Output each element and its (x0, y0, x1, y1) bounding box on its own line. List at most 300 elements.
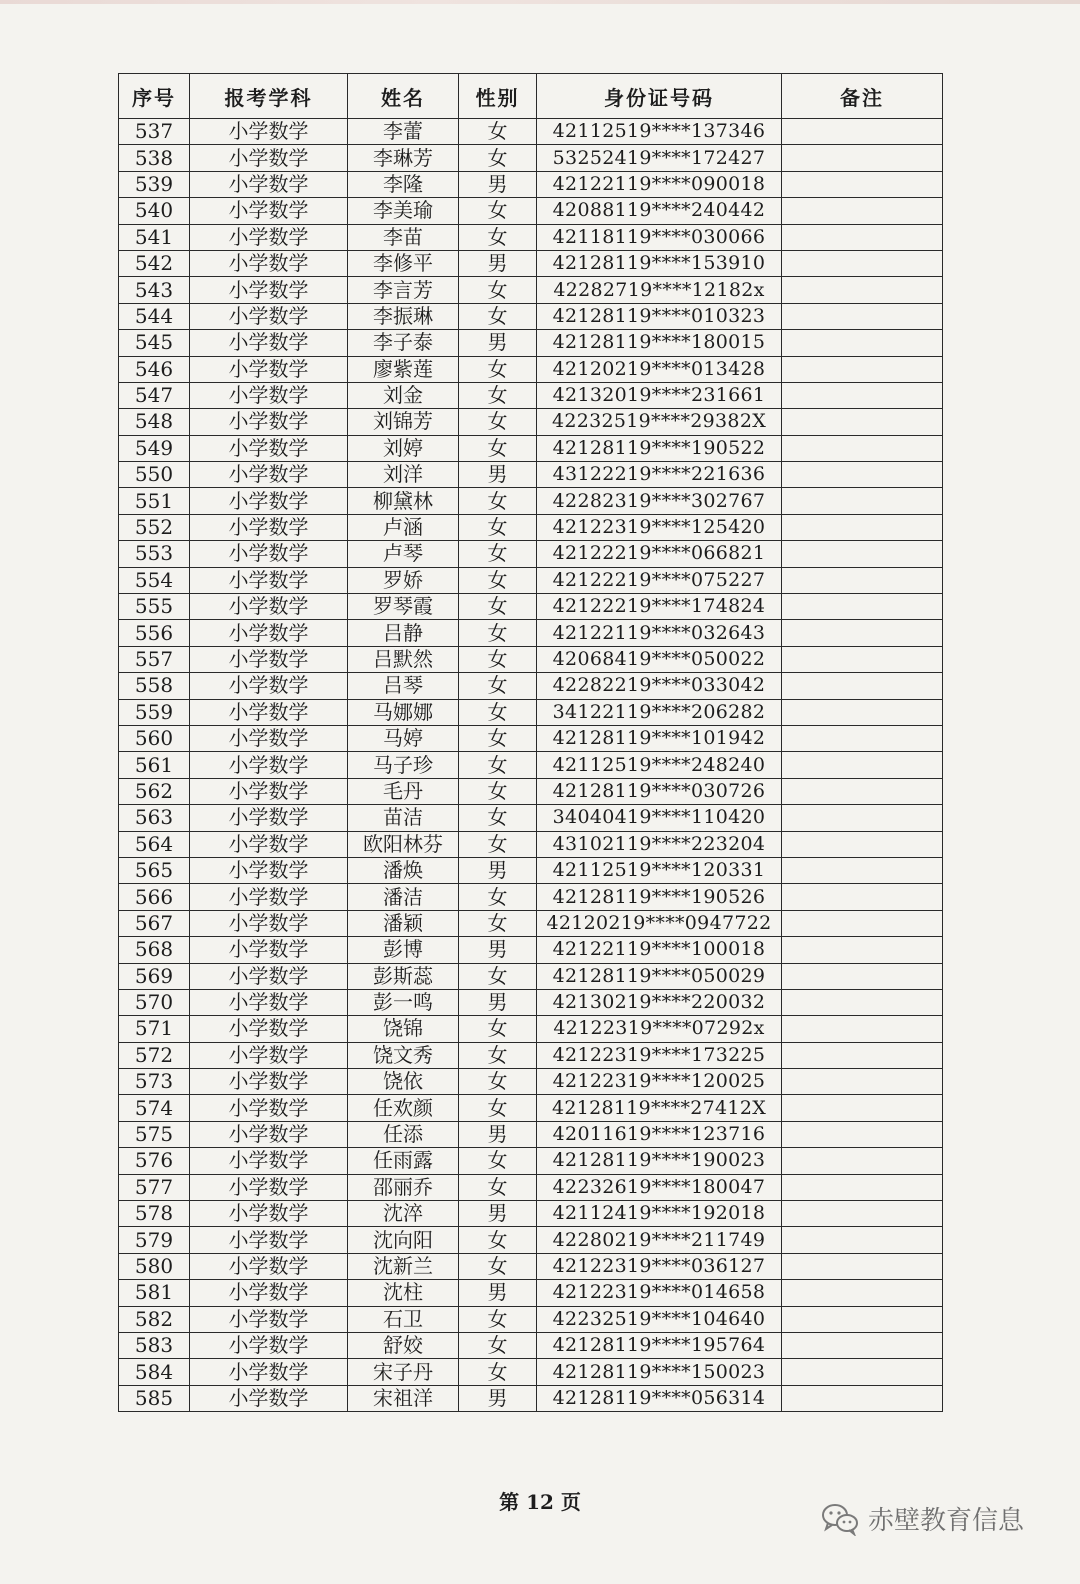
cell-remarks (782, 646, 943, 672)
cell-gender: 女 (459, 1042, 537, 1068)
cell-id-number: 42122219****174824 (537, 594, 782, 620)
cell-gender: 男 (459, 1121, 537, 1147)
cell-serial: 565 (119, 857, 190, 883)
cell-subject: 小学数学 (190, 884, 348, 910)
cell-serial: 543 (119, 277, 190, 303)
cell-id-number: 42122319****173225 (537, 1042, 782, 1068)
cell-id-number: 42232519****104640 (537, 1306, 782, 1332)
table-row (119, 462, 943, 488)
cell-remarks (782, 250, 943, 276)
cell-name: 彭博 (348, 937, 459, 963)
cell-gender: 女 (459, 119, 537, 145)
cell-gender: 女 (459, 699, 537, 725)
cell-remarks (782, 119, 943, 145)
table-row (119, 1095, 943, 1121)
cell-remarks (782, 1253, 943, 1279)
cell-remarks (782, 198, 943, 224)
cell-gender: 女 (459, 778, 537, 804)
cell-name: 任添 (348, 1121, 459, 1147)
cell-subject: 小学数学 (190, 1069, 348, 1095)
cell-id-number: 42122319****014658 (537, 1280, 782, 1306)
cell-name: 吕默然 (348, 646, 459, 672)
watermark-text: 赤壁教育信息 (868, 1506, 1025, 1536)
table-row (119, 171, 943, 197)
cell-id-number: 42128119****190023 (537, 1148, 782, 1174)
cell-name: 任雨露 (348, 1148, 459, 1174)
cell-gender: 女 (459, 1227, 537, 1253)
header-remarks: 备注 (782, 74, 943, 119)
cell-remarks (782, 963, 943, 989)
cell-name: 潘洁 (348, 884, 459, 910)
cell-serial: 552 (119, 514, 190, 540)
cell-gender: 女 (459, 673, 537, 699)
cell-gender: 女 (459, 884, 537, 910)
cell-subject: 小学数学 (190, 857, 348, 883)
cell-remarks (782, 831, 943, 857)
cell-remarks (782, 277, 943, 303)
cell-remarks (782, 699, 943, 725)
cell-remarks (782, 488, 943, 514)
cell-remarks (782, 1095, 943, 1121)
cell-id-number: 42122319****125420 (537, 514, 782, 540)
cell-name: 李振琳 (348, 303, 459, 329)
cell-serial: 574 (119, 1095, 190, 1121)
cell-serial: 560 (119, 725, 190, 751)
cell-subject: 小学数学 (190, 1253, 348, 1279)
cell-remarks (782, 1148, 943, 1174)
table-row (119, 1148, 943, 1174)
cell-gender: 女 (459, 145, 537, 171)
cell-gender: 女 (459, 910, 537, 936)
cell-remarks (782, 594, 943, 620)
cell-name: 彭一鸣 (348, 989, 459, 1015)
cell-name: 廖紫莲 (348, 356, 459, 382)
table-row (119, 382, 943, 408)
cell-name: 罗娇 (348, 567, 459, 593)
cell-name: 饶文秀 (348, 1042, 459, 1068)
cell-remarks (782, 409, 943, 435)
cell-gender: 男 (459, 462, 537, 488)
table-row (119, 1174, 943, 1200)
cell-gender: 女 (459, 541, 537, 567)
cell-serial: 577 (119, 1174, 190, 1200)
header-serial: 序号 (119, 74, 190, 119)
cell-remarks (782, 171, 943, 197)
cell-subject: 小学数学 (190, 1095, 348, 1121)
cell-subject: 小学数学 (190, 435, 348, 461)
cell-remarks (782, 620, 943, 646)
cell-serial: 584 (119, 1359, 190, 1385)
cell-subject: 小学数学 (190, 1332, 348, 1358)
cell-id-number: 42128119****101942 (537, 725, 782, 751)
cell-name: 欧阳林芬 (348, 831, 459, 857)
candidate-table (118, 73, 943, 1412)
table-row (119, 1016, 943, 1042)
cell-gender: 女 (459, 1306, 537, 1332)
cell-remarks (782, 778, 943, 804)
cell-subject: 小学数学 (190, 1016, 348, 1042)
cell-subject: 小学数学 (190, 303, 348, 329)
table-row (119, 831, 943, 857)
cell-gender: 男 (459, 1385, 537, 1411)
cell-remarks (782, 1042, 943, 1068)
cell-subject: 小学数学 (190, 1201, 348, 1227)
cell-subject: 小学数学 (190, 462, 348, 488)
cell-id-number: 42068419****050022 (537, 646, 782, 672)
table-row (119, 910, 943, 936)
cell-remarks (782, 1385, 943, 1411)
cell-gender: 女 (459, 620, 537, 646)
cell-id-number: 42282319****302767 (537, 488, 782, 514)
table-row (119, 699, 943, 725)
cell-subject: 小学数学 (190, 1174, 348, 1200)
cell-remarks (782, 1174, 943, 1200)
cell-name: 石卫 (348, 1306, 459, 1332)
cell-gender: 男 (459, 171, 537, 197)
cell-serial: 545 (119, 330, 190, 356)
table-row (119, 673, 943, 699)
cell-gender: 女 (459, 646, 537, 672)
cell-id-number: 42282219****033042 (537, 673, 782, 699)
cell-id-number: 42112519****120331 (537, 857, 782, 883)
cell-serial: 559 (119, 699, 190, 725)
cell-name: 毛丹 (348, 778, 459, 804)
cell-serial: 538 (119, 145, 190, 171)
cell-name: 沈向阳 (348, 1227, 459, 1253)
cell-remarks (782, 462, 943, 488)
cell-id-number: 42280219****211749 (537, 1227, 782, 1253)
table-row (119, 356, 943, 382)
top-edge-strip (0, 0, 1080, 4)
cell-subject: 小学数学 (190, 198, 348, 224)
cell-serial: 555 (119, 594, 190, 620)
cell-serial: 547 (119, 382, 190, 408)
cell-subject: 小学数学 (190, 119, 348, 145)
cell-name: 李隆 (348, 171, 459, 197)
cell-remarks (782, 1016, 943, 1042)
cell-id-number: 34122119****206282 (537, 699, 782, 725)
cell-subject: 小学数学 (190, 673, 348, 699)
cell-gender: 女 (459, 409, 537, 435)
cell-gender: 女 (459, 198, 537, 224)
cell-serial: 542 (119, 250, 190, 276)
cell-name: 刘锦芳 (348, 409, 459, 435)
cell-name: 刘金 (348, 382, 459, 408)
cell-name: 苗洁 (348, 805, 459, 831)
table-row (119, 330, 943, 356)
cell-subject: 小学数学 (190, 805, 348, 831)
cell-id-number: 42122119****100018 (537, 937, 782, 963)
table-row (119, 646, 943, 672)
cell-remarks (782, 514, 943, 540)
cell-remarks (782, 937, 943, 963)
cell-subject: 小学数学 (190, 277, 348, 303)
cell-subject: 小学数学 (190, 567, 348, 593)
cell-gender: 女 (459, 382, 537, 408)
table-row (119, 567, 943, 593)
table-row (119, 1121, 943, 1147)
cell-remarks (782, 145, 943, 171)
cell-remarks (782, 1280, 943, 1306)
table-row (119, 1042, 943, 1068)
table-row (119, 884, 943, 910)
table-row (119, 488, 943, 514)
cell-id-number: 42128119****190522 (537, 435, 782, 461)
cell-gender: 女 (459, 1174, 537, 1200)
cell-subject: 小学数学 (190, 250, 348, 276)
cell-subject: 小学数学 (190, 1148, 348, 1174)
cell-serial: 558 (119, 673, 190, 699)
cell-remarks (782, 910, 943, 936)
cell-name: 潘颖 (348, 910, 459, 936)
cell-subject: 小学数学 (190, 699, 348, 725)
cell-name: 饶依 (348, 1069, 459, 1095)
cell-name: 宋子丹 (348, 1359, 459, 1385)
cell-subject: 小学数学 (190, 1359, 348, 1385)
cell-name: 刘洋 (348, 462, 459, 488)
cell-id-number: 42128119****150023 (537, 1359, 782, 1385)
cell-remarks (782, 1306, 943, 1332)
cell-subject: 小学数学 (190, 937, 348, 963)
cell-serial: 580 (119, 1253, 190, 1279)
cell-remarks (782, 857, 943, 883)
cell-remarks (782, 1121, 943, 1147)
table-row (119, 857, 943, 883)
cell-subject: 小学数学 (190, 620, 348, 646)
cell-subject: 小学数学 (190, 382, 348, 408)
cell-serial: 581 (119, 1280, 190, 1306)
cell-serial: 572 (119, 1042, 190, 1068)
cell-gender: 女 (459, 303, 537, 329)
cell-subject: 小学数学 (190, 831, 348, 857)
cell-gender: 女 (459, 488, 537, 514)
cell-serial: 548 (119, 409, 190, 435)
cell-serial: 575 (119, 1121, 190, 1147)
wechat-icon (820, 1502, 860, 1536)
cell-gender: 男 (459, 857, 537, 883)
table-row (119, 1201, 943, 1227)
cell-remarks (782, 356, 943, 382)
cell-name: 李蕾 (348, 119, 459, 145)
cell-id-number: 34040419****110420 (537, 805, 782, 831)
cell-remarks (782, 805, 943, 831)
cell-id-number: 42118119****030066 (537, 224, 782, 250)
cell-name: 李苗 (348, 224, 459, 250)
cell-gender: 女 (459, 435, 537, 461)
cell-gender: 女 (459, 1148, 537, 1174)
cell-name: 卢琴 (348, 541, 459, 567)
cell-remarks (782, 752, 943, 778)
cell-remarks (782, 224, 943, 250)
cell-serial: 566 (119, 884, 190, 910)
cell-subject: 小学数学 (190, 646, 348, 672)
cell-serial: 576 (119, 1148, 190, 1174)
cell-name: 吕琴 (348, 673, 459, 699)
cell-subject: 小学数学 (190, 778, 348, 804)
table-row (119, 937, 943, 963)
cell-serial: 567 (119, 910, 190, 936)
cell-serial: 562 (119, 778, 190, 804)
page-number: 第 12 页 (499, 1490, 581, 1514)
cell-subject: 小学数学 (190, 1280, 348, 1306)
table-row (119, 198, 943, 224)
table-row (119, 1227, 943, 1253)
header-subject: 报考学科 (190, 74, 348, 119)
cell-remarks (782, 1227, 943, 1253)
cell-serial: 578 (119, 1201, 190, 1227)
cell-gender: 女 (459, 831, 537, 857)
cell-serial: 568 (119, 937, 190, 963)
cell-name: 沈新兰 (348, 1253, 459, 1279)
cell-id-number: 42128119****056314 (537, 1385, 782, 1411)
cell-id-number: 42112519****137346 (537, 119, 782, 145)
cell-gender: 女 (459, 1332, 537, 1358)
candidate-table-container (118, 73, 942, 1412)
cell-serial: 579 (119, 1227, 190, 1253)
cell-name: 邵丽乔 (348, 1174, 459, 1200)
cell-subject: 小学数学 (190, 514, 348, 540)
cell-gender: 男 (459, 989, 537, 1015)
cell-id-number: 42128119****190526 (537, 884, 782, 910)
cell-name: 李琳芳 (348, 145, 459, 171)
cell-remarks (782, 541, 943, 567)
cell-serial: 553 (119, 541, 190, 567)
cell-serial: 564 (119, 831, 190, 857)
cell-id-number: 42128119****27412X (537, 1095, 782, 1121)
cell-remarks (782, 1069, 943, 1095)
cell-gender: 男 (459, 330, 537, 356)
table-row (119, 1253, 943, 1279)
table-row (119, 1069, 943, 1095)
cell-name: 马婷 (348, 725, 459, 751)
table-row (119, 435, 943, 461)
cell-id-number: 42132019****231661 (537, 382, 782, 408)
cell-remarks (782, 567, 943, 593)
cell-gender: 男 (459, 937, 537, 963)
cell-serial: 583 (119, 1332, 190, 1358)
cell-serial: 550 (119, 462, 190, 488)
cell-name: 刘婷 (348, 435, 459, 461)
table-row (119, 752, 943, 778)
cell-gender: 男 (459, 1280, 537, 1306)
cell-serial: 570 (119, 989, 190, 1015)
cell-id-number: 42128119****050029 (537, 963, 782, 989)
table-row (119, 409, 943, 435)
cell-id-number: 42122319****07292x (537, 1016, 782, 1042)
cell-serial: 556 (119, 620, 190, 646)
cell-subject: 小学数学 (190, 1385, 348, 1411)
cell-id-number: 43122219****221636 (537, 462, 782, 488)
cell-id-number: 42122219****066821 (537, 541, 782, 567)
cell-name: 卢涵 (348, 514, 459, 540)
cell-id-number: 42120219****013428 (537, 356, 782, 382)
cell-serial: 540 (119, 198, 190, 224)
table-row (119, 1385, 943, 1411)
cell-subject: 小学数学 (190, 1306, 348, 1332)
cell-name: 宋祖洋 (348, 1385, 459, 1411)
cell-name: 舒姣 (348, 1332, 459, 1358)
table-row (119, 725, 943, 751)
cell-serial: 557 (119, 646, 190, 672)
cell-serial: 539 (119, 171, 190, 197)
cell-name: 沈柱 (348, 1280, 459, 1306)
cell-id-number: 42232519****29382X (537, 409, 782, 435)
table-row (119, 805, 943, 831)
cell-id-number: 42282719****12182x (537, 277, 782, 303)
cell-name: 吕静 (348, 620, 459, 646)
cell-id-number: 42120219****0947722 (537, 910, 782, 936)
cell-name: 李美瑜 (348, 198, 459, 224)
cell-subject: 小学数学 (190, 594, 348, 620)
cell-name: 柳黛林 (348, 488, 459, 514)
cell-id-number: 42232619****180047 (537, 1174, 782, 1200)
cell-gender: 女 (459, 1095, 537, 1121)
cell-name: 马子珍 (348, 752, 459, 778)
cell-name: 李言芳 (348, 277, 459, 303)
header-name: 姓名 (348, 74, 459, 119)
cell-id-number: 42088119****240442 (537, 198, 782, 224)
cell-gender: 男 (459, 250, 537, 276)
cell-name: 沈淬 (348, 1201, 459, 1227)
cell-name: 李子泰 (348, 330, 459, 356)
cell-subject: 小学数学 (190, 963, 348, 989)
cell-name: 潘焕 (348, 857, 459, 883)
cell-id-number: 42112519****248240 (537, 752, 782, 778)
cell-serial: 537 (119, 119, 190, 145)
cell-serial: 554 (119, 567, 190, 593)
cell-name: 任欢颜 (348, 1095, 459, 1121)
cell-subject: 小学数学 (190, 330, 348, 356)
cell-serial: 561 (119, 752, 190, 778)
cell-serial: 544 (119, 303, 190, 329)
table-row (119, 620, 943, 646)
cell-id-number: 42112419****192018 (537, 1201, 782, 1227)
cell-name: 李修平 (348, 250, 459, 276)
table-row (119, 514, 943, 540)
cell-id-number: 42122119****032643 (537, 620, 782, 646)
cell-remarks (782, 330, 943, 356)
cell-subject: 小学数学 (190, 145, 348, 171)
cell-name: 马娜娜 (348, 699, 459, 725)
cell-subject: 小学数学 (190, 541, 348, 567)
cell-name: 罗琴霞 (348, 594, 459, 620)
header-gender: 性别 (459, 74, 537, 119)
cell-id-number: 42128119****153910 (537, 250, 782, 276)
cell-subject: 小学数学 (190, 171, 348, 197)
cell-remarks (782, 989, 943, 1015)
table-row (119, 119, 943, 145)
cell-subject: 小学数学 (190, 488, 348, 514)
cell-remarks (782, 382, 943, 408)
cell-serial: 571 (119, 1016, 190, 1042)
cell-gender: 女 (459, 725, 537, 751)
cell-subject: 小学数学 (190, 409, 348, 435)
cell-remarks (782, 725, 943, 751)
cell-gender: 女 (459, 805, 537, 831)
table-body (119, 119, 943, 1412)
cell-id-number: 42128119****195764 (537, 1332, 782, 1358)
cell-gender: 女 (459, 1359, 537, 1385)
cell-gender: 女 (459, 277, 537, 303)
cell-subject: 小学数学 (190, 224, 348, 250)
cell-subject: 小学数学 (190, 356, 348, 382)
table-row (119, 145, 943, 171)
cell-subject: 小学数学 (190, 1121, 348, 1147)
cell-gender: 女 (459, 356, 537, 382)
table-row (119, 594, 943, 620)
cell-remarks (782, 1359, 943, 1385)
cell-gender: 女 (459, 594, 537, 620)
